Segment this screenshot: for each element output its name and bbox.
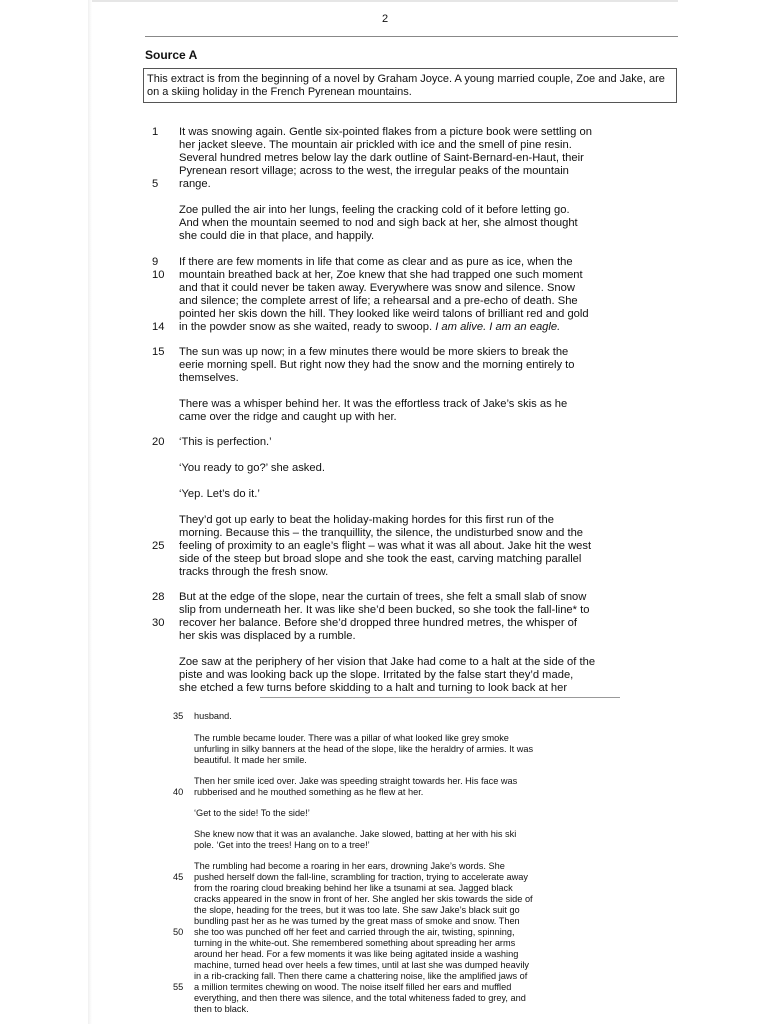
text-line: beautiful. It made her smile. xyxy=(194,755,307,765)
text-line: Then her smile iced over. Jake was speeding straight towards her. His face was xyxy=(194,776,518,786)
text-line: It was snowing again. Gentle six-pointed flakes from a picture book were settling on xyxy=(179,126,592,138)
text-line: Pyrenean resort village; across to the west, the irregular peaks of the mountain xyxy=(179,165,569,177)
text-line: slip from underneath her. It was like she’d been bucked, so she took the fall-line* to xyxy=(179,604,590,616)
text-line: machine, turned head over heels a few times, until at last she was dumped heavily xyxy=(194,960,530,970)
text-line: She knew now that it was an avalanche. Jake slowed, batting at her with his ski xyxy=(194,829,517,839)
text-line: side of the steep but broad slope and she took the east, carving matching parallel xyxy=(179,553,582,565)
intro-box: This extract is from the beginning of a novel by Graham Joyce. A young married couple, Zoe and Jake, are on a skiing holiday in the French Pyrenean mountains. xyxy=(143,68,677,103)
source-label: Source A xyxy=(145,48,198,62)
line-number: 5 xyxy=(152,178,159,190)
text-line: But at the edge of the slope, near the curtain of trees, she felt a small slab of snow xyxy=(179,591,587,603)
line-number: 55 xyxy=(173,982,184,992)
text-line: she too was punched off her feet and carried through the air, twisting, spinning, xyxy=(194,927,515,937)
line-number: 28 xyxy=(152,591,165,603)
text-line: the slope, heading for the trees, but it was too late. She saw Jake’s black suit go xyxy=(194,905,520,915)
text-line: unfurling in silky banners at the head of the slope, like the heraldry of armies. It was xyxy=(194,744,534,754)
text-line: her skis was displaced by a rumble. xyxy=(179,630,356,642)
line-number: 40 xyxy=(173,787,184,797)
line-number: 30 xyxy=(152,617,165,629)
line-number: 45 xyxy=(173,872,184,882)
text-line: cracks appeared in the snow in front of her. She angled her skis towards the side of xyxy=(194,894,533,904)
text-line: If there are few moments in life that come as clear and as pure as ice, when the xyxy=(179,256,573,268)
line-number: 35 xyxy=(173,711,184,721)
text-line: came over the ridge and caught up with her. xyxy=(179,411,397,423)
scan-divider xyxy=(260,697,620,698)
text-line: pole. ‘Get into the trees! Hang on to a tree!’ xyxy=(194,840,370,850)
line-number: 1 xyxy=(152,126,159,138)
line-number: 9 xyxy=(152,256,159,268)
text-line: They’d got up early to beat the holiday-making hordes for this first run of the xyxy=(179,514,554,526)
text-line: bundling past her as he was turned by the great mass of smoke and snow. Then xyxy=(194,916,520,926)
line-number: 20 xyxy=(152,436,165,448)
line-number: 10 xyxy=(152,269,165,281)
text-line: then to black. xyxy=(194,1004,249,1014)
line-number: 14 xyxy=(152,321,165,333)
text-line: from the roaring cloud breaking behind her like a tsunami at sea. Jagged black xyxy=(194,883,513,893)
text-line: she etched a few turns before skidding to a halt and turning to look back at her xyxy=(179,682,568,694)
line-number: 15 xyxy=(152,346,165,358)
text-line: There was a whisper behind her. It was the effortless track of Jake’s skis as he xyxy=(179,398,568,410)
text-line: recover her balance. Before she’d dropped three hundred metres, the whisper of xyxy=(179,617,578,629)
text-line: morning. Because this – the tranquillity, the silence, the undisturbed snow and the xyxy=(179,527,584,539)
text-line: and that it could never be taken away. Everywhere was snow and silence. Snow xyxy=(179,282,575,294)
header-rule xyxy=(145,36,678,37)
text-line: piste and was looking back up the slope. Irritated by the false start they’d made, xyxy=(179,669,574,681)
text-line: Several hundred metres below lay the dark outline of Saint-Bernard-en-Haut, their xyxy=(179,152,584,164)
text-line: feeling of proximity to an eagle’s flight – was what it was all about. Jake hit the west xyxy=(179,540,592,552)
text-line: ‘Yep. Let’s do it.’ xyxy=(179,488,260,500)
text-line: eerie morning spell. But right now they had the snow and the morning entirely to xyxy=(179,359,575,371)
text-line: a million termites chewing on wood. The noise itself filled her ears and muffled xyxy=(194,982,512,992)
line-number: 50 xyxy=(173,927,184,937)
text-line: Zoe saw at the periphery of her vision that Jake had come to a halt at the side of the xyxy=(179,656,596,668)
text-line: she could die in that place, and happily. xyxy=(179,230,375,242)
text-line: themselves. xyxy=(179,372,239,384)
line-number: 25 xyxy=(152,540,165,552)
top-edge xyxy=(92,0,678,2)
text-line: in the powder snow as she waited, ready to swoop. I am alive. I am an eagle. xyxy=(179,321,561,333)
document-page[interactable] xyxy=(92,0,678,1024)
text-line: ‘Get to the side! To the side!’ xyxy=(194,808,310,818)
text-line: turning in the white-out. She remembered something about spreading her arms xyxy=(194,938,516,948)
text-line: tracks through the fresh snow. xyxy=(179,566,329,578)
text-line: pushed herself down the fall-line, scrambling for traction, trying to accelerate away xyxy=(194,872,528,882)
text-line: pointed her skis down the hill. They looked like weird talons of brilliant red and gold xyxy=(179,308,589,320)
text-line: rubberised and he mouthed something as he flew at her. xyxy=(194,787,424,797)
text-line: The rumbling had become a roaring in her ears, drowning Jake’s words. She xyxy=(194,861,505,871)
text-line: And when the mountain seemed to nod and sigh back at her, she almost thought xyxy=(179,217,578,229)
text-line: and silence; the complete arrest of life; a rehearsal and a pre-echo of death. She xyxy=(179,295,578,307)
text-line: The sun was up now; in a few minutes there would be more skiers to break the xyxy=(179,346,569,358)
text-line: mountain breathed back at her, Zoe knew that she had trapped one such moment xyxy=(179,269,583,281)
text-line: range. xyxy=(179,178,211,190)
text-line: ‘You ready to go?’ she asked. xyxy=(179,462,325,474)
text-line: husband. xyxy=(194,711,232,721)
text-line: ‘This is perfection.’ xyxy=(179,436,272,448)
text-line: everything, and then there was silence, and the total whiteness faded to grey, and xyxy=(194,993,526,1003)
page-number: 2 xyxy=(381,13,389,25)
text-line: Zoe pulled the air into her lungs, feeling the cracking cold of it before letting go. xyxy=(179,204,570,216)
text-line: in a rib-cracking fall. Then there came a chattering noise, like the amplified jaws of xyxy=(194,971,528,981)
text-line: around her head. For a few moments it was like being agitated inside a washing xyxy=(194,949,519,959)
text-line: The rumble became louder. There was a pillar of what looked like grey smoke xyxy=(194,733,509,743)
text-line: her jacket sleeve. The mountain air prickled with ice and the smell of pine resin. xyxy=(179,139,572,151)
italic-text: I am alive. I am an eagle. xyxy=(435,321,561,333)
